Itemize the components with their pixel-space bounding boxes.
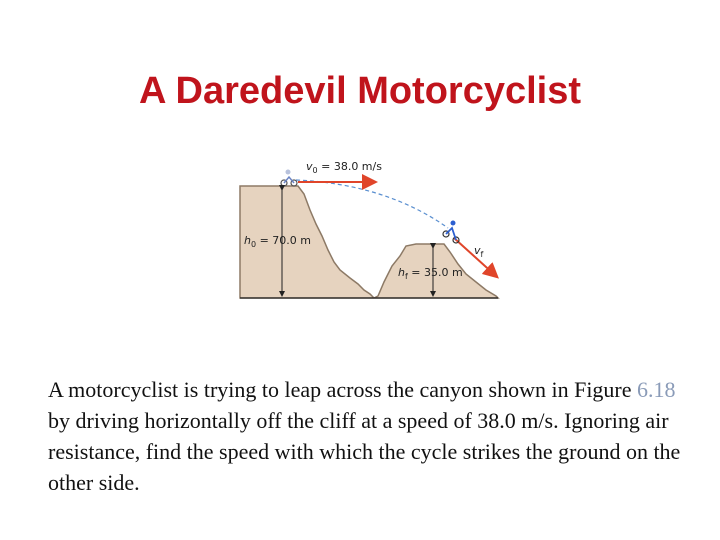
figure-reference-link[interactable]: 6.18 xyxy=(637,377,676,402)
slide-title: A Daredevil Motorcyclist xyxy=(138,70,582,112)
problem-text xyxy=(48,374,688,498)
v0-label: $v_0 = 38.0$ m/s xyxy=(306,160,382,175)
canyon-figure xyxy=(236,150,506,310)
h0-label: $h_0 = 70.0$ m xyxy=(244,234,311,249)
problem-text-part2: by driving horizontally off the cliff at a speed of 38.0 m/s. Ignoring air resistance, find the speed with which the cycle strikes the ground on the other side. xyxy=(48,408,681,495)
problem-text-part1: A motorcyclist is trying to leap across the canyon shown in Figure xyxy=(48,377,638,402)
hf-label: $h_f = 35.0$ m xyxy=(398,266,463,281)
motorcycle-end-icon xyxy=(443,221,459,244)
vf-label: $v_f$ xyxy=(474,244,484,259)
motorcycle-start-icon xyxy=(281,170,297,187)
trajectory-curve xyxy=(296,180,448,228)
